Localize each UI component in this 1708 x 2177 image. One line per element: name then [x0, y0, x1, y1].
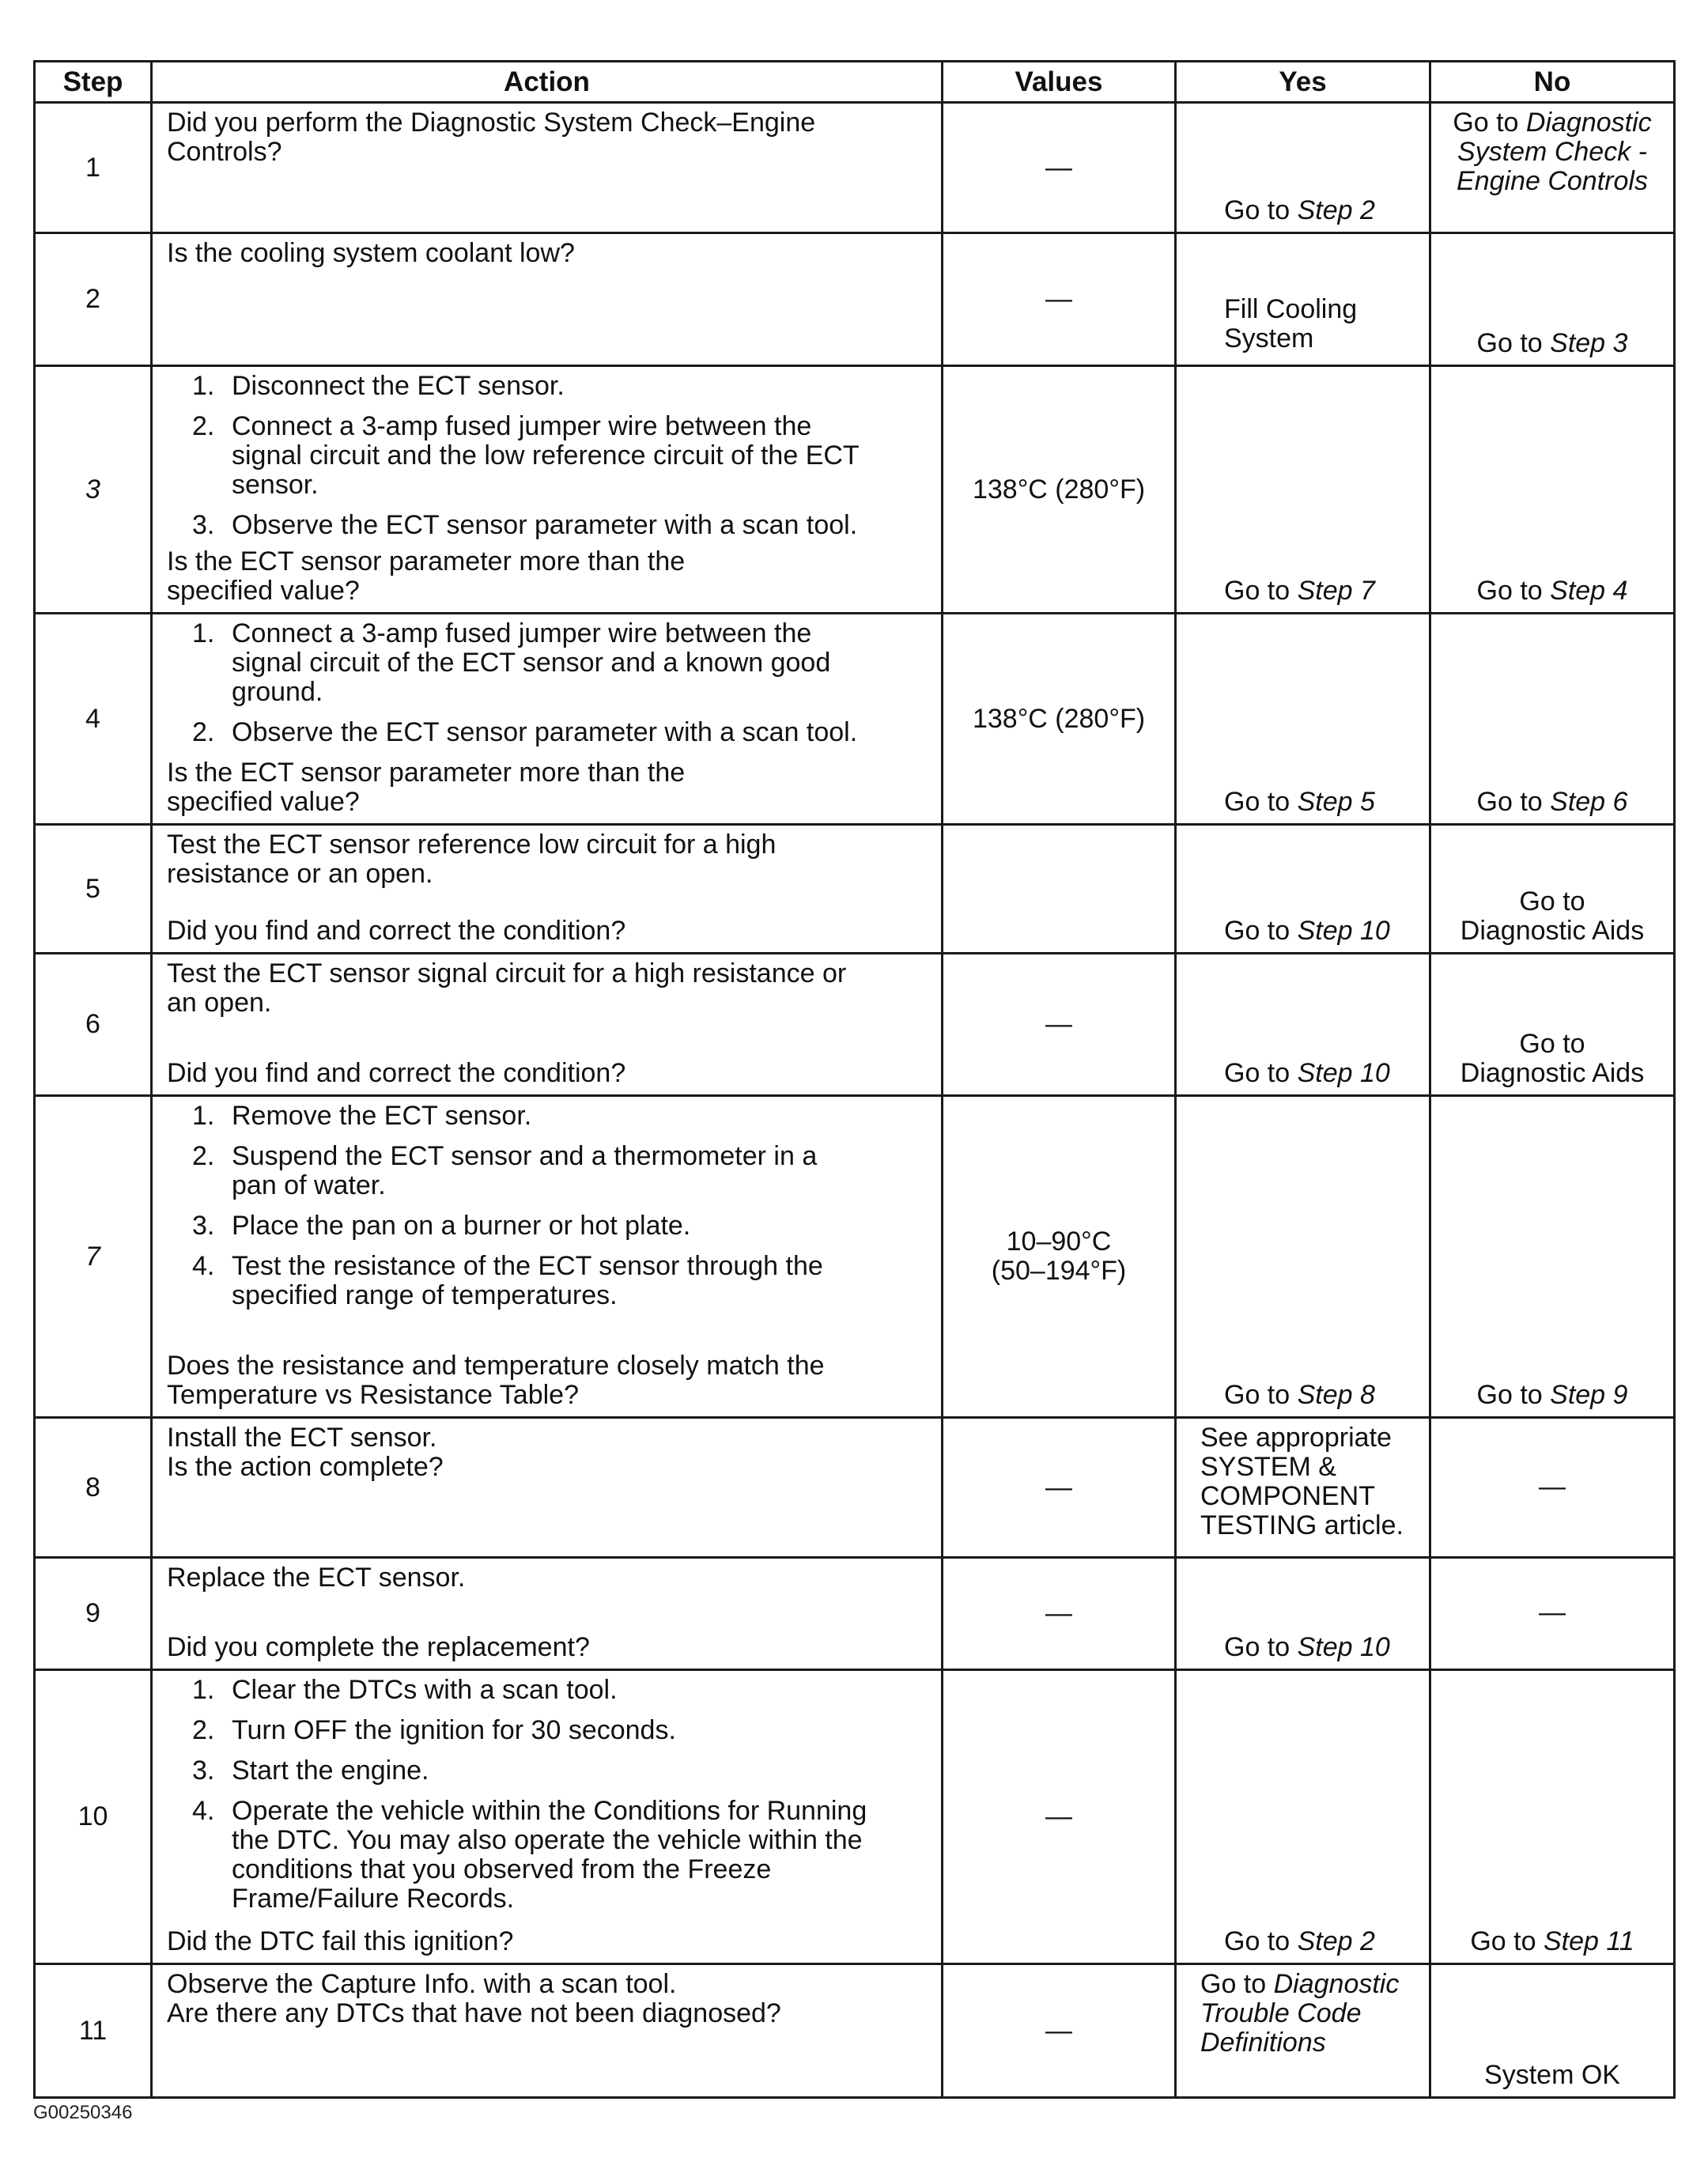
step-number: 3 [85, 474, 100, 505]
action-line: Did you perform the Diagnostic System Check–Engine [167, 108, 816, 138]
question-line: Does the resistance and temperature closely match the [167, 1351, 825, 1381]
yes-goto-prefix: Go to [1224, 576, 1298, 606]
values-cell [943, 614, 1176, 825]
no-goto-line [1445, 576, 1659, 606]
no-goto-link: Engine Controls [1457, 166, 1648, 196]
question-line: Did the DTC fail this ignition? [167, 1926, 514, 1956]
yes-cell [1176, 954, 1430, 1096]
no-cell [1430, 233, 1675, 366]
list-item-number: 2. [192, 1141, 215, 1171]
yes-goto-line [1224, 196, 1415, 225]
question-line: Is the ECT sensor parameter more than the [167, 758, 686, 788]
step-number: 8 [85, 1472, 100, 1502]
value-text: — [1045, 1598, 1072, 1628]
yes-goto-line [1224, 576, 1415, 606]
yes-line: Fill Cooling [1224, 294, 1358, 324]
list-item-number: 2. [192, 1715, 215, 1745]
no-goto-link: System Check - [1457, 137, 1647, 167]
values-cell [943, 103, 1176, 233]
list-item [167, 718, 927, 747]
list-item-number: 4. [192, 1251, 215, 1281]
no-goto-prefix: Go to [1453, 108, 1526, 138]
list-item-number: 1. [192, 1101, 215, 1131]
yes-goto-line [1224, 1059, 1415, 1088]
yes-goto-prefix: Go to [1224, 1058, 1298, 1088]
list-item-number: 1. [192, 1675, 215, 1705]
action-cell [152, 825, 943, 954]
no-goto-line [1445, 788, 1659, 817]
value-text: — [1045, 1009, 1072, 1039]
yes-goto-line [1224, 917, 1415, 946]
list-item-number: 2. [192, 411, 215, 441]
diagnostic-table [33, 60, 1676, 2099]
yes-goto-link: Definitions [1200, 2028, 1326, 2058]
yes-cell [1176, 1964, 1430, 2098]
values-cell [943, 1670, 1176, 1964]
question-line: Temperature vs Resistance Table? [167, 1380, 579, 1410]
no-cell [1430, 1670, 1675, 1964]
step-number: 4 [85, 703, 100, 734]
yes-goto-link: Step 7 [1297, 576, 1375, 606]
action-cell [152, 614, 943, 825]
action-list [167, 619, 927, 747]
yes-goto-prefix: Go to [1224, 1926, 1298, 1956]
step-number: 1 [85, 152, 100, 183]
action-line: Test the ECT sensor reference low circuit for a high [167, 830, 777, 860]
no-goto-link: Step 11 [1543, 1926, 1634, 1956]
list-item-text: Test the resistance of the ECT sensor through the [232, 1251, 823, 1281]
list-item [167, 1252, 927, 1310]
step-cell [35, 233, 152, 366]
figure-id: G00250346 [33, 2102, 133, 2123]
list-item-text: Disconnect the ECT sensor. [232, 371, 565, 401]
yes-line: COMPONENT [1200, 1481, 1375, 1511]
header-row [35, 62, 1675, 103]
no-text: — [1539, 1597, 1566, 1627]
action-cell [152, 1418, 943, 1558]
no-line: Diagnostic Aids [1460, 916, 1645, 946]
action-list [167, 1676, 927, 1914]
list-item-text: conditions that you observed from the Freeze [232, 1854, 772, 1884]
list-item [167, 1756, 927, 1786]
no-cell [1430, 1096, 1675, 1418]
no-goto-link: Diagnostic [1525, 108, 1652, 138]
table-row [35, 103, 1675, 233]
no-cell [1430, 614, 1675, 825]
action-question [167, 1351, 927, 1410]
value-text: — [1045, 1801, 1072, 1831]
table-row [35, 1558, 1675, 1670]
action-cell [152, 954, 943, 1096]
table-row [35, 1964, 1675, 2098]
values-cell [943, 954, 1176, 1096]
no-text: System OK [1484, 2060, 1620, 2090]
question-line: Did you find and correct the condition? [167, 916, 626, 946]
question-line: specified value? [167, 787, 360, 817]
no-goto-line [1445, 1381, 1659, 1410]
step-number: 10 [77, 1801, 108, 1831]
step-number: 2 [85, 284, 100, 314]
list-item-number: 4. [192, 1796, 215, 1826]
action-cell [152, 1670, 943, 1964]
yes-goto-line [1224, 1381, 1415, 1410]
list-item-text: Frame/Failure Records. [232, 1884, 515, 1914]
list-item [167, 372, 927, 401]
value-text: — [1045, 2015, 1072, 2046]
list-item-text: Connect a 3-amp fused jumper wire between the [232, 411, 812, 441]
list-item [167, 619, 927, 707]
step-cell [35, 366, 152, 614]
list-item-text: Observe the ECT sensor parameter with a scan tool. [232, 717, 858, 747]
no-goto-line [1445, 329, 1659, 358]
yes-line: System [1224, 323, 1314, 353]
yes-goto-link: Step 10 [1297, 1632, 1390, 1662]
list-item-text: sensor. [232, 470, 319, 500]
list-item-text: signal circuit of the ECT sensor and a known good [232, 648, 831, 678]
list-item-number: 3. [192, 1211, 215, 1241]
yes-line: TESTING article. [1200, 1510, 1404, 1540]
list-item-text: Clear the DTCs with a scan tool. [232, 1675, 618, 1705]
step-number: 11 [78, 2015, 108, 2046]
header-step: Step [35, 62, 152, 103]
list-item [167, 1676, 927, 1705]
no-line: Diagnostic Aids [1460, 1058, 1645, 1088]
table-row [35, 614, 1675, 825]
question-line: Did you complete the replacement? [167, 1632, 590, 1662]
action-question [167, 1927, 927, 1956]
step-number: 5 [85, 873, 100, 904]
value-text: — [1045, 152, 1072, 183]
no-cell [1430, 1418, 1675, 1558]
header-no: No [1430, 62, 1675, 103]
yes-cell [1176, 1096, 1430, 1418]
yes-line: See appropriate [1200, 1423, 1392, 1453]
action-line: Controls? [167, 137, 282, 167]
action-line: Are there any DTCs that have not been diagnosed? [167, 1998, 781, 2028]
no-goto-line [1445, 108, 1659, 138]
action-question [167, 1633, 927, 1662]
list-item-text: Operate the vehicle within the Conditions for Running [232, 1796, 867, 1826]
action-question [167, 1059, 927, 1088]
yes-goto-prefix: Go to [1200, 1969, 1274, 1999]
no-cell [1430, 825, 1675, 954]
yes-goto-link: Diagnostic [1273, 1969, 1400, 1999]
step-cell [35, 1964, 152, 2098]
list-item [167, 1142, 927, 1200]
list-item [167, 1797, 927, 1914]
table-row [35, 954, 1675, 1096]
step-cell [35, 825, 152, 954]
list-item-text: Start the engine. [232, 1756, 429, 1786]
list-item-text: Place the pan on a burner or hot plate. [232, 1211, 691, 1241]
values-cell [943, 825, 1176, 954]
action-cell [152, 1964, 943, 2098]
step-number: 9 [85, 1598, 100, 1628]
table-row [35, 1670, 1675, 1964]
value-line: (50–194°F) [991, 1256, 1127, 1286]
yes-goto-link: Step 5 [1297, 787, 1375, 817]
no-goto-link: Step 3 [1550, 328, 1628, 358]
action-question [167, 547, 927, 606]
step-cell [35, 954, 152, 1096]
no-goto-line [1445, 1927, 1659, 1956]
step-cell [35, 1558, 152, 1670]
header-yes: Yes [1176, 62, 1430, 103]
list-item [167, 1211, 927, 1241]
yes-goto-link: Step 2 [1297, 195, 1375, 225]
yes-goto-prefix: Go to [1224, 787, 1298, 817]
value-text: 138°C (280°F) [972, 703, 1146, 734]
list-item-number: 1. [192, 371, 215, 401]
value-text: 138°C (280°F) [972, 474, 1146, 505]
values-cell [943, 233, 1176, 366]
yes-cell [1176, 233, 1430, 366]
action-cell [152, 1096, 943, 1418]
list-item-text: Observe the ECT sensor parameter with a scan tool. [232, 510, 858, 540]
yes-goto-prefix: Go to [1224, 916, 1298, 946]
yes-goto-prefix: Go to [1224, 195, 1298, 225]
step-number: 7 [85, 1241, 100, 1272]
no-cell [1430, 1558, 1675, 1670]
step-cell [35, 1096, 152, 1418]
yes-cell [1176, 825, 1430, 954]
action-cell [152, 233, 943, 366]
no-goto-prefix: Go to [1476, 576, 1551, 606]
no-text: — [1539, 1471, 1566, 1502]
list-item-text: the DTC. You may also operate the vehicle within the [232, 1825, 863, 1855]
yes-goto-line [1200, 1970, 1415, 1999]
value-line: 10–90°C [1006, 1226, 1112, 1257]
no-goto-link: Step 6 [1550, 787, 1628, 817]
yes-goto-line [1224, 788, 1415, 817]
values-cell [943, 1096, 1176, 1418]
yes-goto-line [1224, 1633, 1415, 1662]
yes-goto-prefix: Go to [1224, 1632, 1298, 1662]
question-line: Did you find and correct the condition? [167, 1058, 626, 1088]
list-item-text: Suspend the ECT sensor and a thermometer in a [232, 1141, 818, 1171]
action-line: Observe the Capture Info. with a scan tool. [167, 1969, 677, 1999]
table-row [35, 1096, 1675, 1418]
yes-cell [1176, 1558, 1430, 1670]
table-row [35, 233, 1675, 366]
no-goto-prefix: Go to [1476, 1380, 1551, 1410]
list-item [167, 412, 927, 500]
value-text: — [1045, 284, 1072, 314]
no-goto-prefix: Go to [1476, 787, 1551, 817]
values-cell [943, 366, 1176, 614]
list-item-text: signal circuit and the low reference circuit of the ECT [232, 440, 860, 471]
action-question [167, 758, 927, 817]
no-cell [1430, 954, 1675, 1096]
action-list [167, 372, 927, 540]
action-list [167, 1102, 927, 1310]
list-item-text: Turn OFF the ignition for 30 seconds. [232, 1715, 676, 1745]
step-number: 6 [85, 1009, 100, 1039]
list-item-number: 1. [192, 618, 215, 648]
action-cell [152, 103, 943, 233]
yes-goto-line [1224, 1927, 1415, 1956]
action-line: Is the cooling system coolant low? [167, 238, 575, 268]
action-line: Test the ECT sensor signal circuit for a high resistance or [167, 958, 847, 988]
list-item-number: 3. [192, 510, 215, 540]
yes-cell [1176, 1418, 1430, 1558]
list-item [167, 1102, 927, 1131]
no-goto-prefix: Go to [1476, 328, 1551, 358]
no-cell [1430, 1964, 1675, 2098]
value-text: — [1045, 1472, 1072, 1502]
no-line: Go to [1519, 1029, 1585, 1059]
yes-cell [1176, 366, 1430, 614]
list-item-text: Connect a 3-amp fused jumper wire between the [232, 618, 812, 648]
table-row [35, 1418, 1675, 1558]
action-line: Replace the ECT sensor. [167, 1563, 466, 1593]
question-line: Is the ECT sensor parameter more than the [167, 546, 686, 576]
step-cell [35, 103, 152, 233]
yes-cell [1176, 614, 1430, 825]
no-goto-prefix: Go to [1470, 1926, 1544, 1956]
list-item-text: specified range of temperatures. [232, 1280, 618, 1310]
list-item-text: Remove the ECT sensor. [232, 1101, 532, 1131]
yes-goto-link: Trouble Code [1200, 1998, 1362, 2028]
step-cell [35, 1418, 152, 1558]
no-goto-link: Step 9 [1550, 1380, 1628, 1410]
values-cell [943, 1418, 1176, 1558]
yes-goto-prefix: Go to [1224, 1380, 1298, 1410]
header-action: Action [152, 62, 943, 103]
no-goto-link: Step 4 [1550, 576, 1628, 606]
action-cell [152, 1558, 943, 1670]
list-item-number: 3. [192, 1756, 215, 1786]
header-values: Values [943, 62, 1176, 103]
no-cell [1430, 366, 1675, 614]
table-row [35, 825, 1675, 954]
yes-line: SYSTEM & [1200, 1452, 1336, 1482]
yes-cell [1176, 103, 1430, 233]
yes-goto-link: Step 8 [1297, 1380, 1375, 1410]
yes-cell [1176, 1670, 1430, 1964]
step-cell [35, 614, 152, 825]
values-cell [943, 1558, 1176, 1670]
list-item-number: 2. [192, 717, 215, 747]
no-cell [1430, 103, 1675, 233]
values-cell [943, 1964, 1176, 2098]
list-item [167, 511, 927, 540]
list-item [167, 1716, 927, 1745]
action-line: Is the action complete? [167, 1452, 444, 1482]
action-cell [152, 366, 943, 614]
action-line: resistance or an open. [167, 859, 433, 889]
table-row [35, 366, 1675, 614]
no-line: Go to [1519, 886, 1585, 917]
yes-goto-link: Step 10 [1297, 1058, 1390, 1088]
question-line: specified value? [167, 576, 360, 606]
yes-goto-link: Step 2 [1297, 1926, 1375, 1956]
list-item-text: ground. [232, 677, 323, 707]
yes-goto-link: Step 10 [1297, 916, 1390, 946]
action-question [167, 917, 927, 946]
action-line: an open. [167, 988, 272, 1018]
action-line: Install the ECT sensor. [167, 1423, 437, 1453]
list-item-text: pan of water. [232, 1170, 386, 1200]
step-cell [35, 1670, 152, 1964]
